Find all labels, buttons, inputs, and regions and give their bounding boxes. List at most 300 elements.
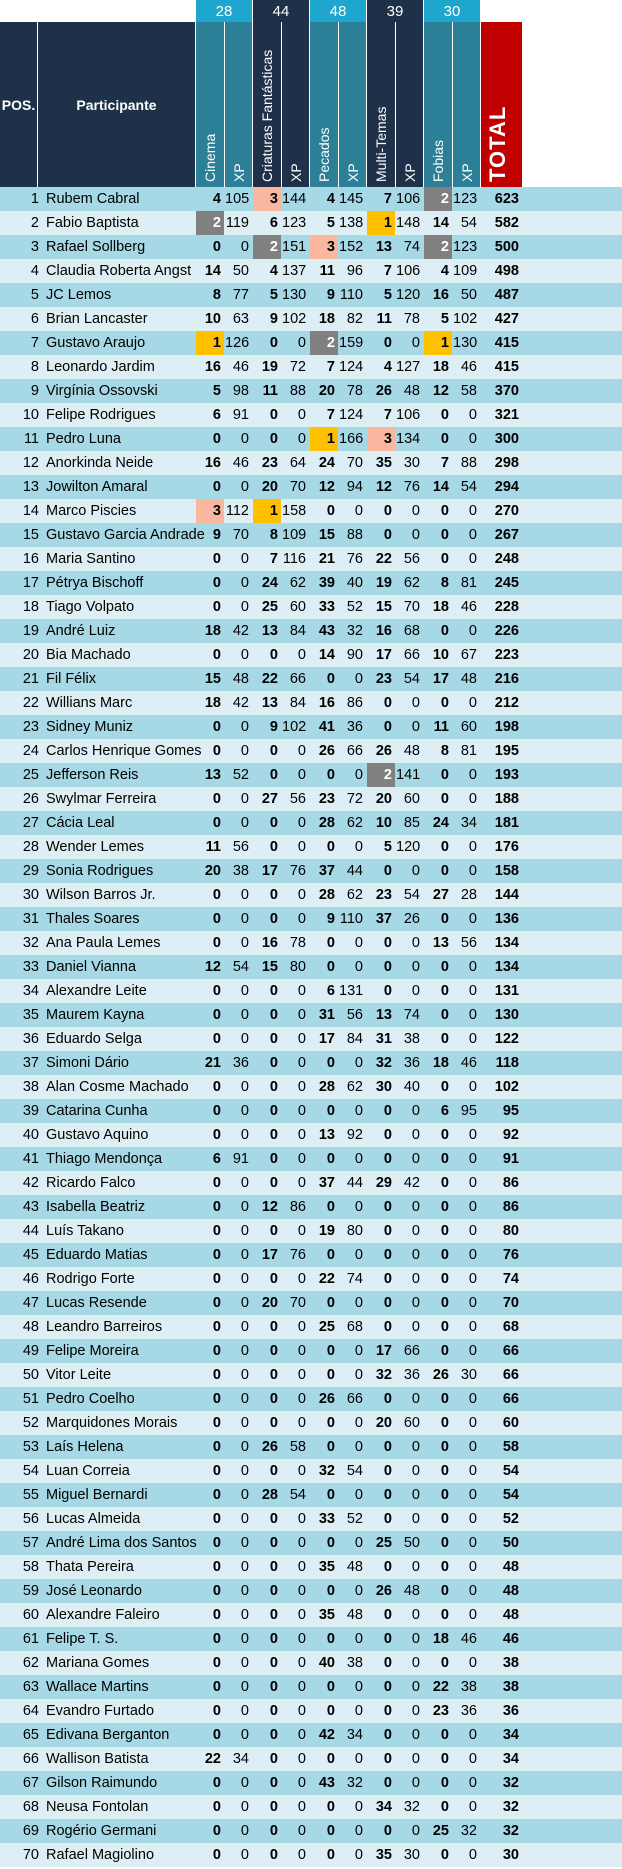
cinema-place-cell: 12: [204, 959, 221, 975]
criaturas-xp-cell: 0: [297, 1175, 306, 1191]
pecados-xp-cell: 0: [354, 1367, 363, 1383]
cinema-place-cell: 18: [204, 695, 221, 711]
cinema-xp-cell: 0: [240, 1823, 249, 1839]
fobias-xp-cell: 36: [460, 1703, 477, 1719]
criaturas-xp-cell: 0: [297, 1775, 306, 1791]
fobias-place-cell: 23: [432, 1703, 449, 1719]
multitemas-xp-cell: 0: [411, 527, 420, 543]
multitemas-place-cell: 13: [375, 239, 392, 255]
table-row: [0, 763, 622, 787]
position-cell: 52: [22, 1415, 39, 1431]
cinema-place-cell: 0: [212, 1607, 221, 1623]
position-cell: 25: [22, 767, 39, 783]
total-cell: 38: [502, 1679, 519, 1695]
pecados-place-cell: 4: [326, 191, 335, 207]
multitemas-xp-cell: 0: [411, 1559, 420, 1575]
fobias-xp-cell: 0: [468, 1559, 477, 1575]
criaturas-place-cell: 28: [261, 1487, 278, 1503]
pecados-xp-cell: 80: [346, 1223, 363, 1239]
multitemas-place-cell: 20: [375, 1415, 392, 1431]
criaturas-xp-cell: 0: [297, 1847, 306, 1863]
pecados-place-cell: 42: [318, 1727, 335, 1743]
pecados-place-cell: 33: [318, 1511, 335, 1527]
pecados-place-cell: 1: [310, 427, 338, 451]
pecados-xp-cell: 54: [346, 1463, 363, 1479]
criaturas-place-cell: 13: [261, 623, 278, 639]
pecados-xp-cell: 52: [346, 1511, 363, 1527]
criaturas-place-cell: 13: [261, 695, 278, 711]
table-row: [0, 379, 622, 403]
position-cell: 26: [22, 791, 39, 807]
participant-name: Fabio Baptista: [46, 215, 139, 231]
participant-name: Claudia Roberta Angst: [46, 263, 192, 279]
fobias-place-cell: 0: [440, 1079, 449, 1095]
cinema-place-cell: 0: [212, 1631, 221, 1647]
pecados-place-cell: 28: [318, 1079, 335, 1095]
cinema-xp-cell: 34: [232, 1751, 249, 1767]
multitemas-xp-cell: 50: [403, 1535, 420, 1551]
criaturas-xp-cell: 0: [297, 767, 306, 783]
participant-name: Cácia Leal: [46, 815, 115, 831]
cinema-place-cell: 10: [204, 311, 221, 327]
fobias-xp-cell: 0: [468, 1487, 477, 1503]
multitemas-header: Multi-Temas: [373, 106, 389, 182]
multitemas-xp-cell: 0: [411, 1655, 420, 1671]
pecados-xp-cell: 74: [346, 1271, 363, 1287]
multitemas-place-cell: 0: [383, 1199, 392, 1215]
cinema-xp-cell: 38: [232, 863, 249, 879]
multitemas-xp-cell: 0: [411, 863, 420, 879]
criaturas-xp-cell: 0: [297, 1727, 306, 1743]
criaturas-xp-cell: 54: [289, 1487, 306, 1503]
multitemas-xp-cell: 106: [396, 407, 421, 423]
cinema-place-cell: 0: [212, 1271, 221, 1287]
fobias-xp-cell: 0: [468, 431, 477, 447]
fobias-xp-cell: 0: [468, 1007, 477, 1023]
pecados-place-cell: 0: [326, 1367, 335, 1383]
participant-name: Alexandre Leite: [46, 983, 147, 999]
criaturas-place-cell: 6: [269, 215, 278, 231]
participant-name: Rafael Magiolino: [46, 1847, 155, 1863]
participant-name: Marquidones Morais: [46, 1415, 178, 1431]
criaturas-place-cell: 0: [269, 1151, 278, 1167]
multitemas-xp-cell: 54: [403, 887, 420, 903]
cinema-xp-cell: 0: [240, 239, 249, 255]
criaturas-place-cell: 0: [269, 1775, 278, 1791]
fobias-place-cell: 0: [440, 863, 449, 879]
fobias-place-cell: 0: [440, 1799, 449, 1815]
criaturas-place-cell: 0: [269, 887, 278, 903]
pecados-place-cell: 0: [326, 1583, 335, 1599]
fobias-count: 30: [424, 0, 480, 22]
total-cell: 158: [494, 863, 519, 879]
multitemas-place-cell: 5: [383, 839, 392, 855]
criaturas-xp-cell: 0: [297, 1319, 306, 1335]
pecados-place-cell: 0: [326, 1679, 335, 1695]
multitemas-xp-cell: 0: [411, 983, 420, 999]
participant-name: André Luiz: [46, 623, 116, 639]
participant-name: Gilson Raimundo: [46, 1775, 158, 1791]
criaturas-place-cell: 7: [269, 551, 278, 567]
multitemas-xp-cell: 48: [403, 743, 420, 759]
cinema-xp-cell: 77: [232, 287, 249, 303]
cinema-xp-cell: 0: [240, 575, 249, 591]
cinema-xp-cell: 0: [240, 479, 249, 495]
fobias-place-cell: 0: [440, 1487, 449, 1503]
cinema-xp-cell: 0: [240, 1247, 249, 1263]
participant-name: Gustavo Garcia Andrade: [46, 527, 205, 543]
pecados-xp-cell: 0: [354, 935, 363, 951]
fobias-xp-cell: 58: [460, 383, 477, 399]
multitemas-place-cell: 0: [383, 1751, 392, 1767]
fobias-place-cell: 18: [432, 1055, 449, 1071]
criaturas-xp-cell: 0: [297, 647, 306, 663]
cinema-xp-cell: 0: [240, 1703, 249, 1719]
multitemas-xp-cell: 0: [411, 1319, 420, 1335]
cinema-xp-cell: 46: [232, 455, 249, 471]
position-cell: 53: [22, 1439, 39, 1455]
position-cell: 15: [22, 527, 39, 543]
fobias-xp-cell: 0: [468, 551, 477, 567]
fobias-xp-cell: 0: [468, 1391, 477, 1407]
total-cell: 86: [502, 1199, 519, 1215]
criaturas-xp-cell: 102: [282, 311, 307, 327]
table-row: [0, 1483, 622, 1507]
participant-name: Rubem Cabral: [46, 191, 140, 207]
criaturas-xp-cell: 0: [297, 1463, 306, 1479]
position-cell: 43: [22, 1199, 39, 1215]
position-cell: 4: [30, 263, 39, 279]
pecados-place-cell: 0: [326, 1439, 335, 1455]
table-row: [0, 1555, 622, 1579]
criaturas-place-cell: 0: [269, 1607, 278, 1623]
multitemas-xp-cell: 42: [403, 1175, 420, 1191]
pecados-xp-cell: 110: [339, 287, 363, 303]
pecados-place-cell: 0: [326, 1631, 335, 1647]
pecados-xp-cell: 0: [354, 1535, 363, 1551]
criaturas-xp-cell: 72: [289, 359, 306, 375]
criaturas-place-cell: 0: [269, 1319, 278, 1335]
participant-name: André Lima dos Santos: [46, 1535, 197, 1551]
multitemas-place-cell: 0: [383, 527, 392, 543]
criaturas-place-cell: 0: [269, 1631, 278, 1647]
table-row: [0, 571, 622, 595]
table-row: [0, 355, 622, 379]
total-cell: 91: [502, 1151, 519, 1167]
multitemas-place-cell: 0: [383, 1679, 392, 1695]
multitemas-xp-cell: 0: [411, 695, 420, 711]
total-cell: 134: [494, 935, 519, 951]
position-cell: 67: [22, 1775, 39, 1791]
cinema-place-cell: 0: [212, 719, 221, 735]
criaturas-xp-cell: 109: [282, 527, 307, 543]
pecados-xp-cell: 0: [354, 671, 363, 687]
fobias-xp-cell: 0: [468, 1151, 477, 1167]
pecados-xp-cell: 84: [346, 1031, 363, 1047]
fobias-xp-cell: 0: [468, 1775, 477, 1791]
cinema-place-cell: 14: [204, 263, 221, 279]
table-row: [0, 1747, 622, 1771]
pecados-xp-cell: 40: [346, 575, 363, 591]
cinema-header: Cinema: [202, 133, 218, 182]
criaturas-xp-cell: 86: [289, 1199, 306, 1215]
cinema-xp-cell: 0: [240, 1559, 249, 1575]
fobias-place-cell: 0: [440, 1727, 449, 1743]
criaturas-place-cell: 0: [269, 1847, 278, 1863]
multitemas-place-cell: 26: [375, 1583, 392, 1599]
fobias-xp-cell: 0: [468, 1199, 477, 1215]
pecados-xp-cell: 0: [354, 1199, 363, 1215]
cinema-place-cell: 0: [212, 1727, 221, 1743]
multitemas-xp-cell: 30: [403, 455, 420, 471]
fobias-place-cell: 0: [440, 1175, 449, 1191]
multitemas-place-cell: 13: [375, 1007, 392, 1023]
total-cell: 321: [494, 407, 519, 423]
participant-name: Eduardo Matias: [46, 1247, 148, 1263]
multitemas-place-cell: 23: [375, 887, 392, 903]
cinema-place-cell: 0: [212, 1703, 221, 1719]
multitemas-xp-cell: 0: [411, 1271, 420, 1287]
pecados-xp-cell: 76: [346, 551, 363, 567]
criaturas-xp-cell: 0: [297, 1583, 306, 1599]
cinema-xp-cell: 42: [232, 695, 249, 711]
table-row: [0, 499, 622, 523]
cinema-place-cell: 0: [212, 239, 221, 255]
fobias-place-cell: 0: [440, 1007, 449, 1023]
criaturas-xp-cell: 0: [297, 1055, 306, 1071]
criaturas-place-cell: 3: [253, 187, 281, 211]
fobias-place-cell: 0: [440, 1343, 449, 1359]
total-cell: 270: [494, 503, 519, 519]
pecados-xp-cell: 0: [354, 1847, 363, 1863]
cinema-xp-cell: 98: [232, 383, 249, 399]
position-cell: 30: [22, 887, 39, 903]
fobias-xp-cell: 0: [468, 1583, 477, 1599]
table-row: [0, 1171, 622, 1195]
criaturas-place-cell: 0: [269, 1415, 278, 1431]
participant-name: Willians Marc: [46, 695, 133, 711]
pecados-xp-cell: 68: [346, 1319, 363, 1335]
multitemas-xp-cell: 60: [403, 791, 420, 807]
fobias-xp-cell: 88: [460, 455, 477, 471]
table-row: [0, 1795, 622, 1819]
multitemas-xp-cell: 32: [403, 1799, 420, 1815]
total-cell: 48: [502, 1583, 519, 1599]
total-cell: 134: [494, 959, 519, 975]
fobias-place-cell: 0: [440, 1199, 449, 1215]
criaturas-place-cell: 23: [261, 455, 278, 471]
fobias-place-cell: 0: [440, 959, 449, 975]
criaturas-place-cell: 19: [261, 359, 278, 375]
multitemas-xp-cell: 0: [411, 1751, 420, 1767]
cinema-place-cell: 0: [212, 1199, 221, 1215]
participant-name: Evandro Furtado: [46, 1703, 155, 1719]
table-row: [0, 931, 622, 955]
position-cell: 56: [22, 1511, 39, 1527]
fobias-xp-cell: 0: [468, 1535, 477, 1551]
participant-name: Pedro Luna: [46, 431, 121, 447]
total-cell: 70: [502, 1295, 519, 1311]
fobias-place-cell: 12: [432, 383, 449, 399]
position-cell: 65: [22, 1727, 39, 1743]
total-cell: 131: [494, 983, 519, 999]
fobias-place-cell: 27: [432, 887, 449, 903]
criaturas-place-cell: 0: [269, 1079, 278, 1095]
cinema-place-cell: 0: [212, 1799, 221, 1815]
fobias-xp-cell: 38: [460, 1679, 477, 1695]
cinema-place-cell: 0: [212, 1319, 221, 1335]
pecados-place-cell: 6: [326, 983, 335, 999]
table-row: [0, 427, 622, 451]
position-cell: 6: [30, 311, 39, 327]
criaturas-place-cell: 2: [253, 235, 281, 259]
multitemas-place-cell: 7: [383, 407, 392, 423]
table-row: [0, 907, 622, 931]
cinema-place-cell: 0: [212, 1223, 221, 1239]
position-cell: 69: [22, 1823, 39, 1839]
table-row: [0, 1003, 622, 1027]
position-cell: 29: [22, 863, 39, 879]
cinema-place-cell: 0: [212, 1463, 221, 1479]
multitemas-xp-cell: 0: [411, 935, 420, 951]
total-cell: 415: [494, 335, 519, 351]
multitemas-place-cell: 0: [383, 1559, 392, 1575]
multitemas-place-cell: 11: [376, 311, 392, 327]
cinema-xp-cell: 50: [232, 263, 249, 279]
multitemas-xp-cell: 62: [403, 575, 420, 591]
criaturas-xp-cell: 0: [297, 839, 306, 855]
pecados-xp-cell: 0: [354, 1679, 363, 1695]
table-row: [0, 643, 622, 667]
cinema-xp-cell: 0: [240, 551, 249, 567]
cinema-place-cell: 0: [212, 1415, 221, 1431]
multitemas-xp-cell: 120: [396, 839, 421, 855]
multitemas-xp-cell: 0: [411, 1775, 420, 1791]
criaturas-place-cell: 12: [261, 1199, 278, 1215]
criaturas-xp-cell: 66: [289, 671, 306, 687]
participant-header: Participante: [76, 96, 157, 113]
pecados-place-cell: 0: [326, 1103, 335, 1119]
table-row: [0, 1123, 622, 1147]
position-cell: 58: [22, 1559, 39, 1575]
fobias-place-cell: 14: [432, 215, 449, 231]
total-cell: 92: [502, 1127, 519, 1143]
multitemas-place-cell: 0: [383, 1151, 392, 1167]
participant-name: Mariana Gomes: [46, 1655, 150, 1671]
position-cell: 66: [22, 1751, 39, 1767]
cinema-place-cell: 21: [204, 1055, 221, 1071]
fobias-xp-cell: 28: [460, 887, 477, 903]
multitemas-xp-cell: 0: [411, 1823, 420, 1839]
cinema-place-cell: 0: [212, 599, 221, 615]
criaturas-xp-cell: 0: [297, 335, 306, 351]
total-cell: 500: [494, 239, 519, 255]
fobias-place-cell: 4: [440, 263, 449, 279]
cinema-xp-cell: 0: [240, 1103, 249, 1119]
fobias-xp-cell: 81: [460, 743, 477, 759]
total-cell: 294: [494, 479, 519, 495]
total-cell: 226: [494, 623, 519, 639]
fobias-place-cell: 0: [440, 1655, 449, 1671]
cinema-place-cell: 0: [212, 431, 221, 447]
position-cell: 31: [22, 911, 39, 927]
pecados-xp-cell: 145: [339, 191, 364, 207]
position-cell: 34: [22, 983, 39, 999]
total-cell: 86: [502, 1175, 519, 1191]
fobias-place-cell: 1: [424, 331, 452, 355]
cinema-place-cell: 0: [212, 1823, 221, 1839]
cinema-place-cell: 0: [212, 575, 221, 591]
total-cell: 32: [502, 1775, 519, 1791]
fobias-place-cell: 22: [432, 1679, 449, 1695]
multitemas-xp-cell: 0: [411, 1631, 420, 1647]
multitemas-xp-cell: 78: [403, 311, 420, 327]
position-cell: 9: [30, 383, 39, 399]
table-row: [0, 1243, 622, 1267]
fobias-xp-cell: 30: [460, 1367, 477, 1383]
criaturas-place-cell: 15: [261, 959, 278, 975]
table-row: [0, 1027, 622, 1051]
multitemas-place-cell: 5: [383, 287, 392, 303]
position-cell: 1: [30, 191, 39, 207]
multitemas-place-cell: 0: [383, 1439, 392, 1455]
multitemas-place-cell: 0: [383, 1103, 392, 1119]
pecados-xp-cell: 44: [346, 1175, 363, 1191]
cinema-xp-cell: 0: [240, 1343, 249, 1359]
multitemas-xp-cell: 120: [396, 287, 421, 303]
participant-name: Leandro Barreiros: [46, 1319, 163, 1335]
total-cell: 52: [502, 1511, 519, 1527]
criaturas-place-cell: 5: [269, 287, 278, 303]
pecados-place-cell: 0: [326, 1799, 335, 1815]
cinema-place-cell: 2: [196, 211, 224, 235]
pecados-place-cell: 35: [318, 1559, 335, 1575]
pecados-place-cell: 0: [326, 935, 335, 951]
table-row: [0, 619, 622, 643]
pecados-place-cell: 14: [318, 647, 335, 663]
criaturas-place-cell: 0: [269, 1535, 278, 1551]
table-row: [0, 187, 622, 211]
criaturas-place-cell: 0: [269, 1103, 278, 1119]
multitemas-xp-cell: 0: [411, 1703, 420, 1719]
multitemas-place-cell: 0: [383, 935, 392, 951]
fobias-place-cell: 0: [440, 1439, 449, 1455]
criaturas-place-cell: 0: [269, 1223, 278, 1239]
cinema-xp-cell: 0: [240, 1535, 249, 1551]
fobias-place-cell: 0: [440, 1031, 449, 1047]
criaturas-place-cell: 0: [269, 1751, 278, 1767]
cinema-place-cell: 0: [212, 1559, 221, 1575]
pecados-xp-cell: 0: [354, 1415, 363, 1431]
table-row: [0, 859, 622, 883]
participant-name: Thales Soares: [46, 911, 140, 927]
multitemas-place-cell: 0: [383, 983, 392, 999]
table-row: [0, 715, 622, 739]
table-row: [0, 1339, 622, 1363]
position-cell: 45: [22, 1247, 39, 1263]
pecados-xp-cell: 44: [346, 863, 363, 879]
cinema-place-cell: 0: [212, 1295, 221, 1311]
fobias-place-cell: 24: [432, 815, 449, 831]
multitemas-xp-header: XP: [402, 163, 418, 182]
total-cell: 267: [494, 527, 519, 543]
multitemas-place-cell: 32: [375, 1055, 392, 1071]
fobias-place-cell: 0: [440, 767, 449, 783]
cinema-xp-cell: 0: [240, 1463, 249, 1479]
pecados-xp-cell: 124: [339, 407, 364, 423]
multitemas-place-cell: 23: [375, 671, 392, 687]
cinema-place-cell: 0: [212, 1031, 221, 1047]
